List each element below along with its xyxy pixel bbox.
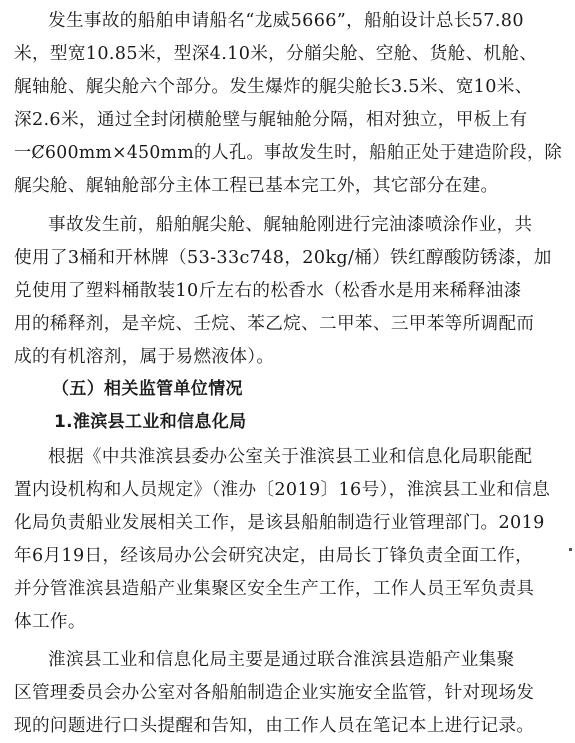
text-line: 淮滨县工业和信息化局主要是通过联合淮滨县造船产业集聚 [48,650,515,670]
text-line: 置内设机构和人员规定》（淮办〔2019〕16号），淮滨县工业和信息 [14,480,551,500]
text-line: 年6月19日，经该局办公会研究决定，由局长丁锋负责全面工作， [14,546,534,566]
text-line: 用的稀释剂，是辛烷、壬烷、苯乙烷、二甲苯、三甲苯等所调配而 [14,314,535,334]
text-line: 区管理委员会办公室对各船舶制造企业实施安全监管，针对现场发 [14,683,535,703]
section-heading: （五）相关监管单位情况 [52,379,243,399]
text-line: 艉轴舱、艉尖舱六个部分。发生爆炸的艉尖舱长3.5米、宽10米、 [14,77,533,97]
text-line: 米，型宽10.85米，型深4.10米，分艏尖舱、空舱、货舱、机舱、 [14,44,538,64]
text-line: 并分管淮滨县造船产业集聚区安全生产工作，工作人员王军负责具 [14,579,535,599]
text-line: 化局负责船业发展相关工作，是该县船舶制造行业管理部门。2019 [14,513,545,533]
text-line: 使用了3桶和开林牌（53-33c748，20kg/桶）铁红醇酸防锈漆，加 [14,248,552,268]
text-line: 体工作。 [14,612,86,632]
subsection-heading: 1.淮滨县工业和信息化局 [54,412,247,432]
text-line: 深2.6米，通过全封闭横舱壁与艉轴舱分隔，相对独立，甲板上有 [14,110,528,130]
text-line: 根据《中共淮滨县委办公室关于淮滨县工业和信息化局职能配 [48,447,533,467]
text-line: 现的问题进行口头提醒和告知，由工作人员在笔记本上进行记录。 [14,716,535,736]
text-line: 一Ȼ600mm×450mm的人孔。事故发生时，船舶正处于建造阶段，除 [14,143,562,163]
text-line: 成的有机溶剂，属于易燃液体）。 [14,347,275,367]
text-line: 兑使用了塑料桶散装10斤左右的松香水（松香水是用来稀释油漆 [14,281,522,301]
scan-mark [569,548,572,551]
text-line: 事故发生前，船舶艉尖舱、艉轴舱刚进行完油漆喷涂作业，共 [48,215,533,235]
text-line: 艉尖舱、艉轴舱部分主体工程已基本完工外，其它部分在建。 [14,176,499,196]
text-line: 发生事故的船舶申请船名“龙威5666”，船舶设计总长57.80 [48,11,524,31]
